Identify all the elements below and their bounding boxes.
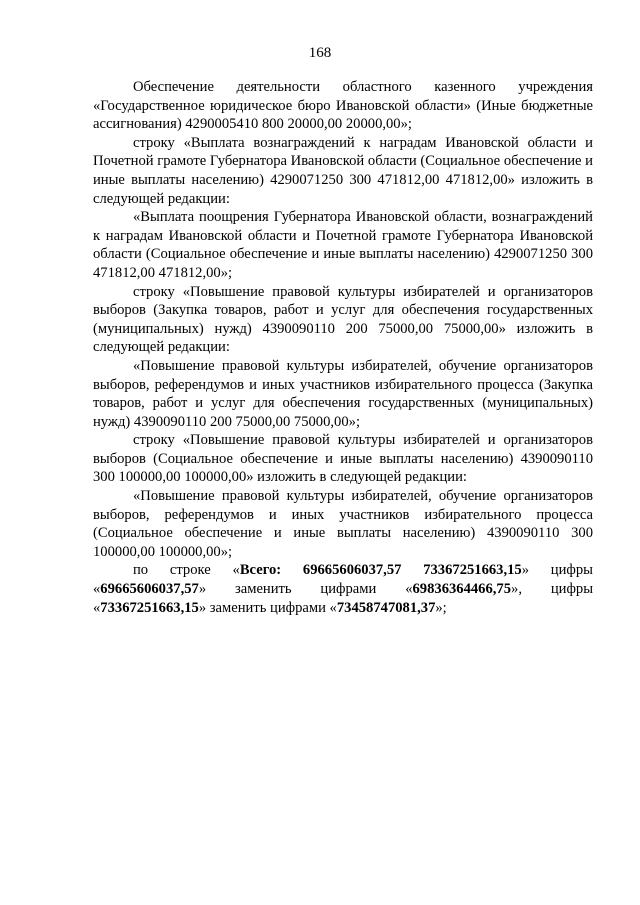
paragraph-7: «Повышение правовой культуры избирателей, обучение организаторов выборов, референдумов и иных участников избирательного процесса (Социальное обеспечение и иные выплаты населению) 4390090110 300 100000,00 100000,00»; xyxy=(93,488,593,560)
paragraph-3: «Выплата поощрения Губернатора Ивановской области, вознаграждений к наградам Ивановской области и Почетной грамоте Губернатора Ивановской области (Социальное обеспечение и иные выплаты населению) 4290071250 300 471812,00 471812,00»; xyxy=(93,209,593,281)
paragraph-4: строку «Повышение правовой культуры избирателей и организаторов выборов (Закупка товаров, работ и услуг для обеспечения государственных (муниципальных) нужд) 4390090110 200 75000,00 75000,00» изложить в следующей редакции: xyxy=(93,283,593,356)
totals-bold-4: 73367251663,15 xyxy=(100,599,199,616)
totals-text-6: »; xyxy=(435,599,447,616)
paragraph-1: Обеспечение деятельности областного казенного учреждения «Государственное юридическое бюро Ивановской области» (Иные бюджетные ассигнования) 4290005410 800 20000,00 20000,00»; xyxy=(93,79,593,133)
totals-text-4: », цифры « xyxy=(93,581,593,616)
totals-text-2: » цифры « xyxy=(93,562,593,598)
totals-text-1: по строке « xyxy=(133,562,240,579)
totals-bold-5: 73458747081,37 xyxy=(336,599,436,616)
paragraph-5: «Повышение правовой культуры избирателей, обучение организаторов выборов, референдумов и иных участников избирательного процесса (Закупка товаров, работ и услуг для обеспечения государственных (муниципальных) нужд) 4390090110 200 75000,00 75000,00»; xyxy=(93,357,593,430)
page-number: 168 xyxy=(308,45,332,61)
document-body xyxy=(93,78,593,617)
totals-text-3: » заменить цифрами « xyxy=(198,581,413,598)
totals-bold-1: Всего: 69665606037,57 73367251663,15 xyxy=(239,562,522,579)
totals-bold-2: 69665606037,57 xyxy=(100,581,199,598)
paragraph-totals xyxy=(93,561,593,617)
paragraph-6: строку «Повышение правовой культуры избирателей и организаторов выборов (Социальное обеспечение и иные выплаты населению) 4390090110 300 100000,00 100000,00» изложить в следующей редакции: xyxy=(93,432,593,486)
paragraph-2: строку «Выплата вознаграждений к наградам Ивановской области и Почетной грамоте Губернатора Ивановской области (Социальное обеспечение и иные выплаты населению) 4290071250 300 471812,00 471812,00» изложить в следующей редакции: xyxy=(93,134,593,207)
totals-text-5: » заменить цифрами « xyxy=(198,599,337,616)
totals-bold-3: 69836364466,75 xyxy=(412,581,512,598)
